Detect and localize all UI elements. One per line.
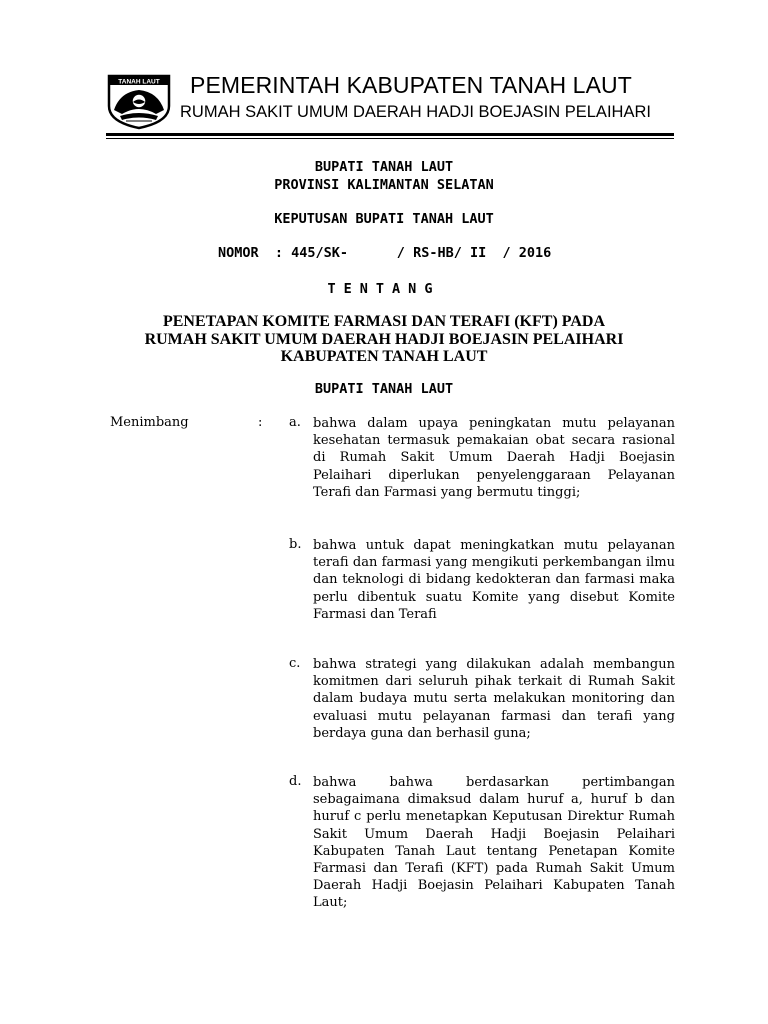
decree-number: NOMOR : 445/SK- / RS-HB/ II / 2016	[218, 245, 552, 261]
item-marker: c.	[289, 656, 301, 671]
letterhead-title: PEMERINTAH KABUPATEN TANAH LAUT	[190, 72, 632, 98]
letterhead-subtitle: RUMAH SAKIT UMUM DAERAH HADJI BOEJASIN PELAIHARI	[180, 103, 651, 121]
signatory-heading: BUPATI TANAH LAUT	[314, 381, 454, 397]
heading-province: PROVINSI KALIMANTAN SELATAN	[274, 177, 494, 193]
subject-line-1: PENETAPAN KOMITE FARMASI DAN TERAFI (KFT) PADA	[162, 313, 606, 330]
letterhead	[106, 70, 676, 132]
item-marker: b.	[289, 537, 302, 552]
letterhead-rule-thick	[106, 133, 674, 136]
considering-label: Menimbang	[110, 415, 189, 430]
letterhead-rule-thin	[106, 138, 674, 139]
item-text: bahwa strategi yang dilakukan adalah membangun komitmen dari seluruh pihak terkait di Rumah Sakit dalam budaya mutu serta melakukan monitoring dan evaluasi mutu pelayanan farmasi dan terafi yang berdaya guna dan berhasil guna;	[313, 657, 675, 741]
heading-regent: BUPATI TANAH LAUT	[314, 159, 454, 175]
considering-colon: :	[258, 415, 263, 430]
subject-line-2: RUMAH SAKIT UMUM DAERAH HADJI BOEJASIN PELAIHARI	[144, 331, 624, 348]
logo-text: TANAH LAUT	[118, 78, 160, 86]
item-text: bahwa bahwa berdasarkan pertimbangan sebagaimana dimaksud dalam huruf a, huruf b dan huruf c perlu menetapkan Keputusan Direktur Rumah Sakit Umum Daerah Hadji Boejasin Pelaihari Kabupaten Tanah Laut tentang Penetapan Komite Farmasi dan Terafi (KFT) pada Rumah Sakit Umum Daerah Hadji Boejasin Pelaihari Kabupaten Tanah Laut;	[313, 775, 675, 911]
item-marker: a.	[289, 415, 301, 430]
subject-line-3: KABUPATEN TANAH LAUT	[280, 348, 488, 365]
item-text: bahwa dalam upaya peningkatan mutu pelayanan kesehatan termasuk pemakaian obat secara rasional di Rumah Sakit Umum Daerah Hadji Boejasin Pelaihari diperlukan penyelenggaraan Pelayanan Terafi dan Farmasi yang bermutu tinggi;	[313, 416, 675, 500]
item-marker: d.	[289, 774, 302, 789]
heading-tentang: TENTANG	[327, 281, 441, 297]
item-text: bahwa untuk dapat meningkatkan mutu pelayanan terafi dan farmasi yang mengikuti perkembangan ilmu dan teknologi di bidang kedokteran dan farmasi maka perlu dibentuk suatu Komite yang disebut Komite Farmasi dan Terafi	[313, 538, 675, 622]
heading-decree: KEPUTUSAN BUPATI TANAH LAUT	[274, 211, 494, 227]
regency-emblem-logo	[106, 70, 172, 130]
